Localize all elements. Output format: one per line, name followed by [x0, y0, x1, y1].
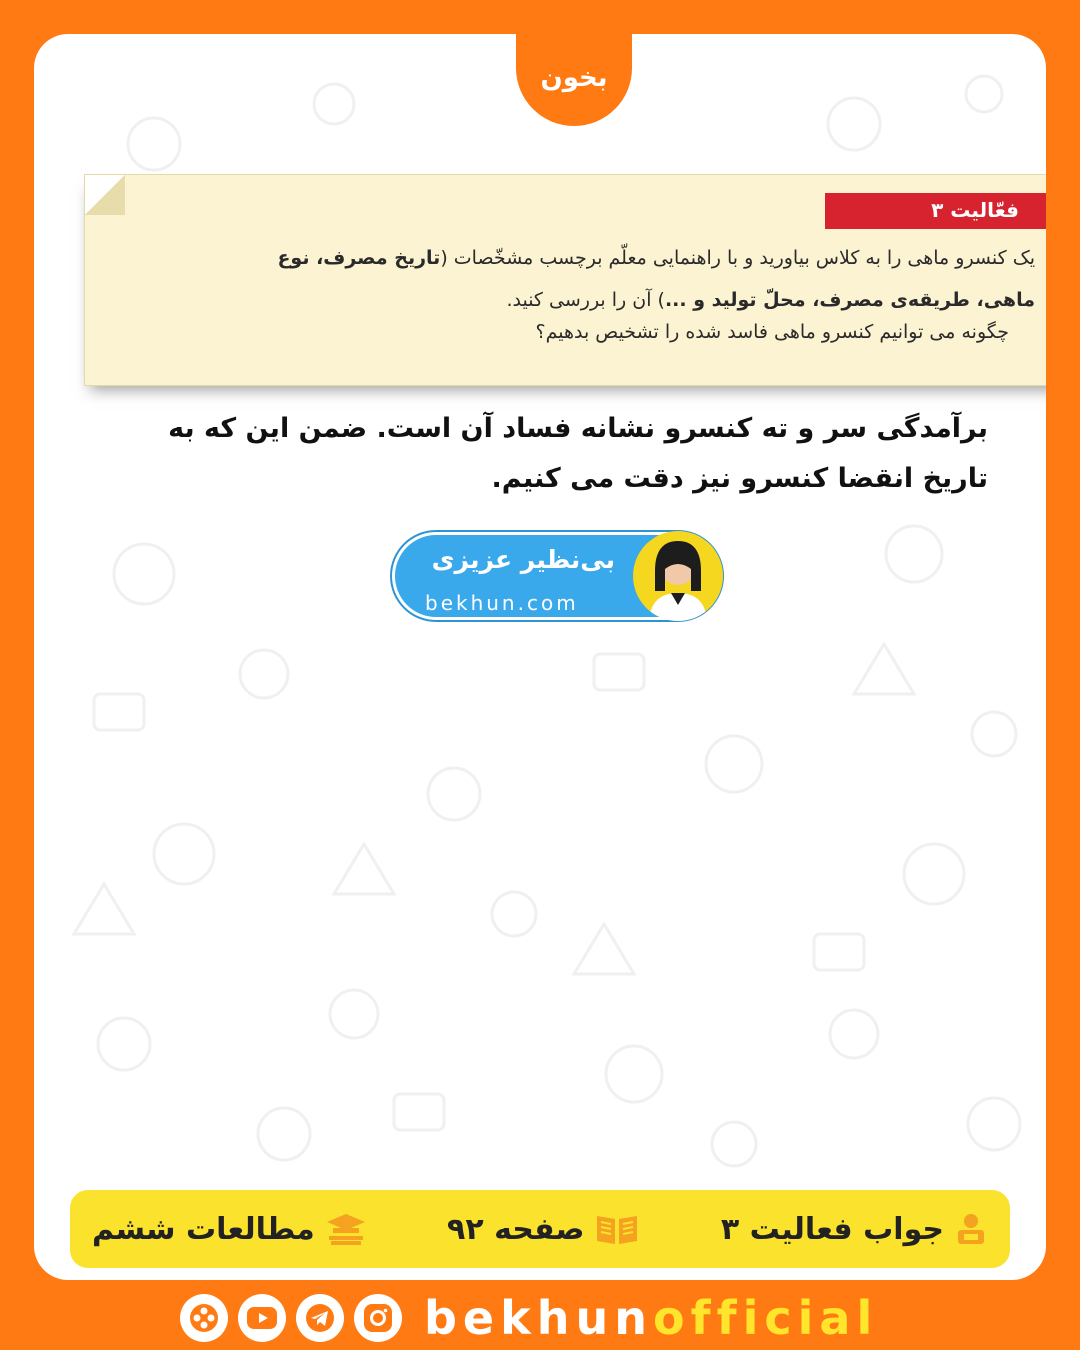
- brand-handle-yellow: official: [652, 1291, 879, 1345]
- bar-item-answer: [721, 1212, 988, 1247]
- youtube-icon[interactable]: [238, 1294, 286, 1342]
- teacher-icon: [954, 1212, 988, 1246]
- activity-instructions: [105, 237, 1035, 321]
- author-badge: [392, 532, 722, 620]
- footer: [180, 1290, 910, 1346]
- telegram-icon[interactable]: [296, 1294, 344, 1342]
- info-bar: [70, 1190, 1010, 1268]
- logo-text: بخون: [540, 63, 608, 93]
- bar-answer-label: جواب فعالیت ۳: [720, 1211, 944, 1247]
- instagram-icon[interactable]: [354, 1294, 402, 1342]
- instructions-line2: ) آن را بررسی کنید.: [506, 289, 665, 311]
- brand-handle: [424, 1291, 878, 1345]
- open-book-icon: [594, 1212, 640, 1246]
- instructions-line1-bold: تاریخ مصرف، نوع: [277, 247, 441, 269]
- activity-question: چگونه می توانیم کنسرو ماهی فاسد شده را تشخیص بدهیم؟: [535, 321, 1009, 343]
- content-card: [34, 34, 1046, 1280]
- bar-subject-label: مطالعات ششم: [92, 1211, 315, 1247]
- instructions-line2-bold: ماهی، طریقه‌ی مصرف، محلّ تولید و ...: [664, 289, 1035, 311]
- author-avatar: [633, 531, 723, 621]
- bar-item-subject: [92, 1212, 367, 1247]
- activity-label: فعّالیت ۳: [825, 193, 1046, 229]
- author-website: bekhun.com: [425, 591, 579, 615]
- graduation-cap-icon: [325, 1212, 367, 1246]
- author-name: بی‌نظیر عزیزی: [431, 545, 615, 574]
- instructions-line1: یک کنسرو ماهی را به کلاس بیاورید و با راهنمایی معلّم برچسب مشخّصات (: [440, 247, 1035, 269]
- textbook-activity-panel: [84, 174, 1046, 386]
- social-film-icon[interactable]: [180, 1294, 228, 1342]
- answer-text: برآمدگی سر و ته کنسرو نشانه فساد آن است. ضمن این که به تاریخ انقضا کنسرو نیز دقت می کنیم.: [168, 413, 988, 494]
- page-fold: [85, 175, 125, 215]
- bar-item-page: [447, 1212, 640, 1247]
- brand-handle-white: bekhun: [424, 1291, 653, 1345]
- bar-page-label: صفحه ۹۲: [447, 1211, 585, 1247]
